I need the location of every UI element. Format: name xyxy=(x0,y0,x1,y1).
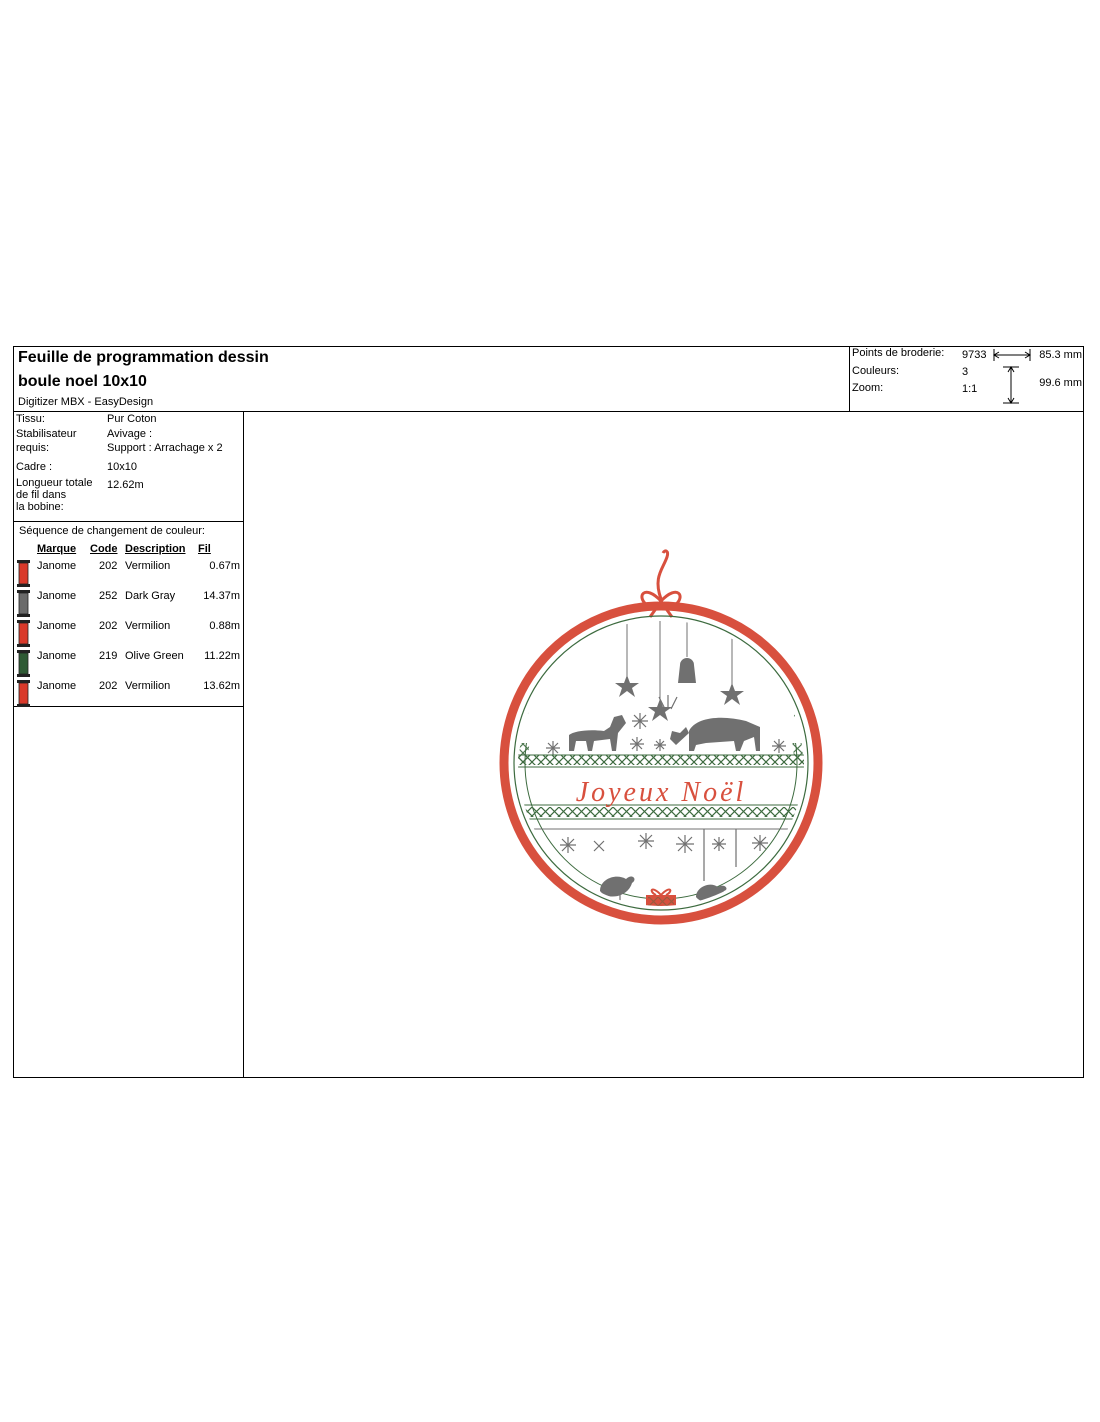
programming-sheet xyxy=(13,346,1084,1078)
thread-code: 219 xyxy=(99,650,118,662)
prop-label: de fil dans xyxy=(16,489,67,501)
thread-code: 202 xyxy=(99,680,118,692)
zoom-label: Zoom: xyxy=(852,382,884,394)
col-header-thread: Fil xyxy=(198,543,211,555)
color-row xyxy=(14,677,243,707)
sheet-title: Feuille de programmation dessin xyxy=(18,349,269,366)
color-sequence-panel xyxy=(14,521,243,707)
thread-spool-icon xyxy=(17,680,30,707)
thread-code: 202 xyxy=(99,620,118,632)
prop-label: requis: xyxy=(16,442,50,454)
stats-panel xyxy=(849,347,1084,411)
prop-value: 10x10 xyxy=(107,461,137,473)
thread-brand: Janome xyxy=(37,650,77,662)
prop-value: 12.62m xyxy=(107,479,144,491)
prop-label: Tissu: xyxy=(16,413,45,425)
design-height: 99.6 mm xyxy=(1039,377,1082,389)
colors-value: 3 xyxy=(962,366,969,378)
info-column xyxy=(14,411,244,1077)
prop-label: la bobine: xyxy=(16,501,64,513)
dimension-arrows-icon xyxy=(993,347,1033,407)
design-preview xyxy=(244,411,1083,1077)
thread-description: Dark Gray xyxy=(125,590,176,602)
zoom-value: 1:1 xyxy=(962,383,978,395)
color-row xyxy=(14,557,243,587)
thread-description: Vermilion xyxy=(125,620,171,632)
design-name: boule noel 10x10 xyxy=(18,373,147,390)
thread-brand: Janome xyxy=(37,560,77,572)
thread-code: 252 xyxy=(99,590,118,602)
thread-length: 0.67m xyxy=(209,560,240,572)
thread-brand: Janome xyxy=(37,590,77,602)
col-header-description: Description xyxy=(125,543,186,555)
prop-label: Stabilisateur xyxy=(16,428,77,440)
stitches-value: 9733 xyxy=(962,349,987,361)
color-row xyxy=(14,587,243,617)
thread-brand: Janome xyxy=(37,680,77,692)
prop-value: Support : Arrachage x 2 xyxy=(107,442,223,454)
thread-length: 0.88m xyxy=(209,620,240,632)
gift-icon xyxy=(646,890,676,919)
properties-panel xyxy=(14,411,243,522)
prop-value: Pur Coton xyxy=(107,413,157,425)
color-row xyxy=(14,617,243,647)
embroidered-greeting: Joyeux Noël xyxy=(575,777,747,808)
thread-brand: Janome xyxy=(37,620,77,632)
thread-spool-icon xyxy=(17,620,30,647)
thread-code: 202 xyxy=(99,560,118,572)
color-row xyxy=(14,647,243,677)
stitches-label: Points de broderie: xyxy=(852,347,945,359)
thread-description: Olive Green xyxy=(125,650,184,662)
thread-length: 13.62m xyxy=(203,680,240,692)
thread-spool-icon xyxy=(17,650,30,677)
design-width: 85.3 mm xyxy=(1039,349,1082,361)
prop-label: Cadre : xyxy=(16,461,53,473)
thread-length: 14.37m xyxy=(203,590,240,602)
col-header-brand: Marque xyxy=(37,543,77,555)
colors-label: Couleurs: xyxy=(852,365,900,377)
sheet-header xyxy=(14,347,1083,412)
color-sequence-title: Séquence de changement de couleur: xyxy=(19,525,205,537)
prop-label: Longueur totale xyxy=(16,477,93,489)
thread-description: Vermilion xyxy=(125,680,171,692)
thread-length: 11.22m xyxy=(204,650,240,662)
software-name: Digitizer MBX - EasyDesign xyxy=(18,396,154,408)
prop-value: Avivage : xyxy=(107,428,153,440)
thread-description: Vermilion xyxy=(125,560,171,572)
thread-spool-icon xyxy=(17,590,30,617)
ornament-design xyxy=(244,411,1083,1077)
col-header-code: Code xyxy=(90,543,118,555)
thread-spool-icon xyxy=(17,560,30,587)
